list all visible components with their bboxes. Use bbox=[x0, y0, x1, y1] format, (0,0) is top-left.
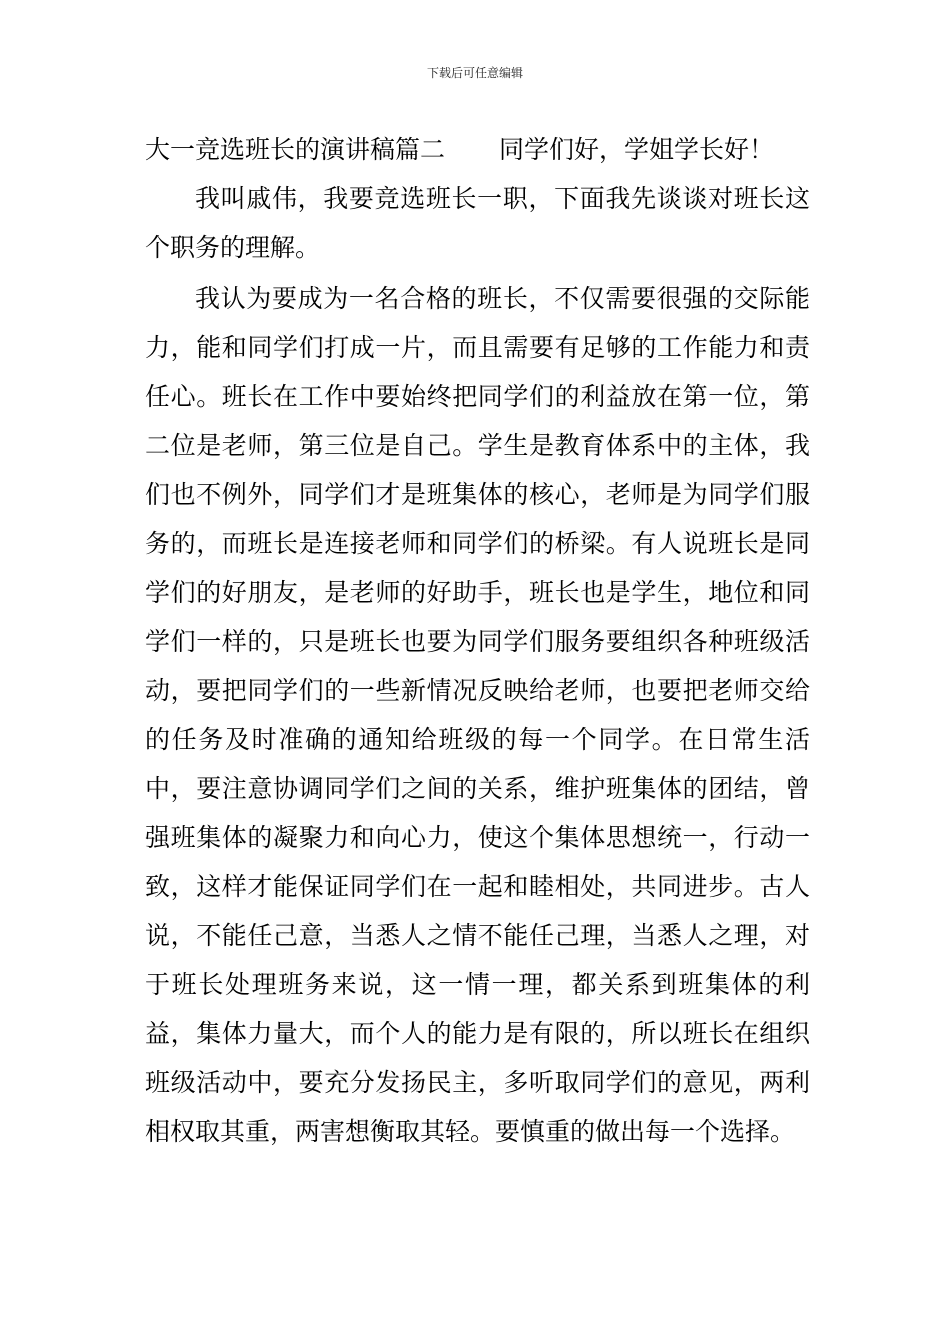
paragraph-intro: 我叫戚伟，我要竞选班长一职，下面我先谈谈对班长这个职务的理解。 bbox=[145, 184, 810, 262]
greeting: 同学们好，学姐学长好！ bbox=[499, 135, 775, 164]
title-line bbox=[145, 125, 810, 174]
paragraph-main: 我认为要成为一名合格的班长，不仅需要很强的交际能力，能和同学们打成一片，而且需要有足够的工作能力和责任心。班长在工作中要始终把同学们的利益放在第一位，第二位是老师，第三位是自己。学生是教育体系中的主体，我们也不例外，同学们才是班集体的核心，老师是为同学们服务的，而班长是连接老师和同学们的桥梁。有人说班长是同学们的好朋友，是老师的好助手，班长也是学生，地位和同学们一样的，只是班长也要为同学们服务要组织各种班级活动，要把同学们的一些新情况反映给老师，也要把老师交给的任务及时准确的通知给班级的每一个同学。在日常生活中，要注意协调同学们之间的关系，维护班集体的团结，曾强班集体的凝聚力和向心力，使这个集体思想统一，行动一致，这样才能保证同学们在一起和睦相处，共同进步。古人说，不能任己意，当悉人之情不能任己理，当悉人之理，对于班长处理班务来说，这一情一理，都关系到班集体的利益，集体力量大，而个人的能力是有限的，所以班长在组织班级活动中，要充分发扬民主，多听取同学们的意见，两利相权取其重，两害想衡取其轻。要慎重的做出每一个选择。 bbox=[145, 284, 810, 1146]
document-title: 大一竞选班长的演讲稿篇二 bbox=[145, 135, 446, 164]
document-body bbox=[145, 125, 810, 1156]
page-header-note: 下载后可任意编辑 bbox=[426, 66, 523, 80]
